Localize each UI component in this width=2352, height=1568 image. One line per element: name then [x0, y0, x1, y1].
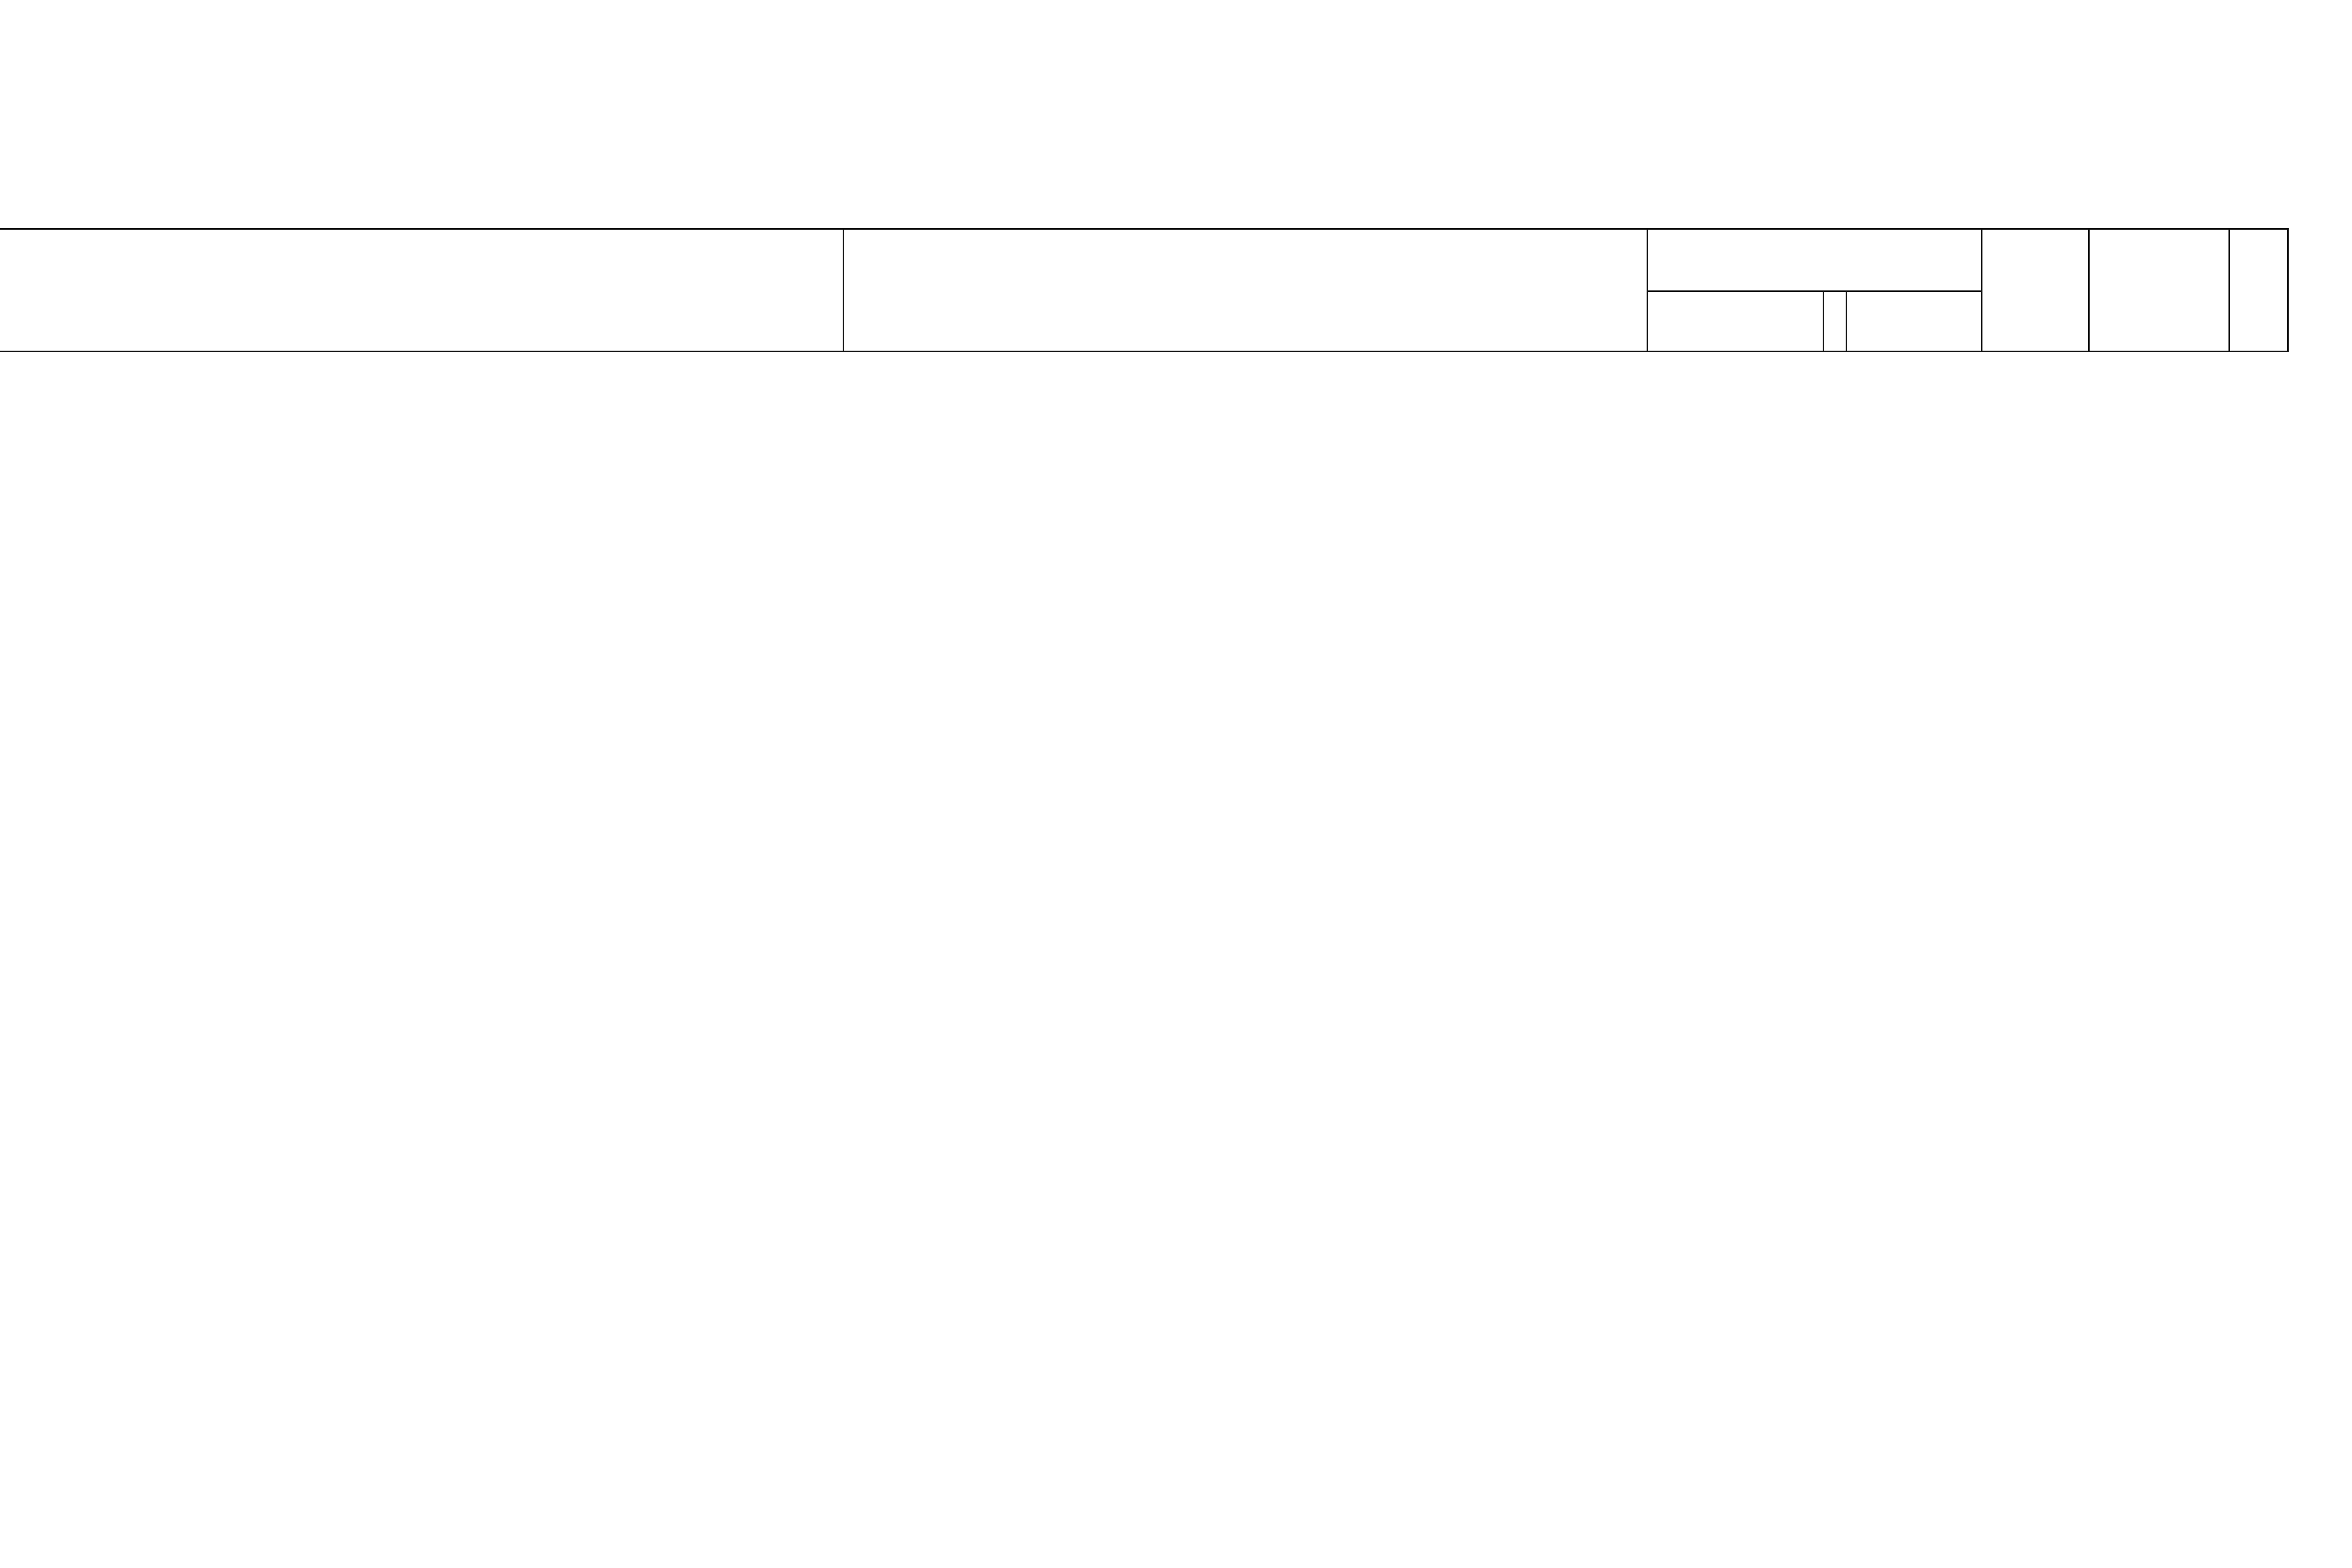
header-period — [2230, 229, 2288, 352]
header-duration — [2089, 229, 2230, 352]
header-timing — [1647, 229, 1981, 291]
header-from — [1847, 291, 1982, 352]
header-discussion — [1982, 229, 2089, 352]
header-speaker — [0, 229, 843, 352]
header-topic — [843, 229, 1647, 352]
program-table — [0, 228, 2289, 352]
header-dash — [1824, 291, 1847, 352]
header-to — [1647, 291, 1823, 352]
